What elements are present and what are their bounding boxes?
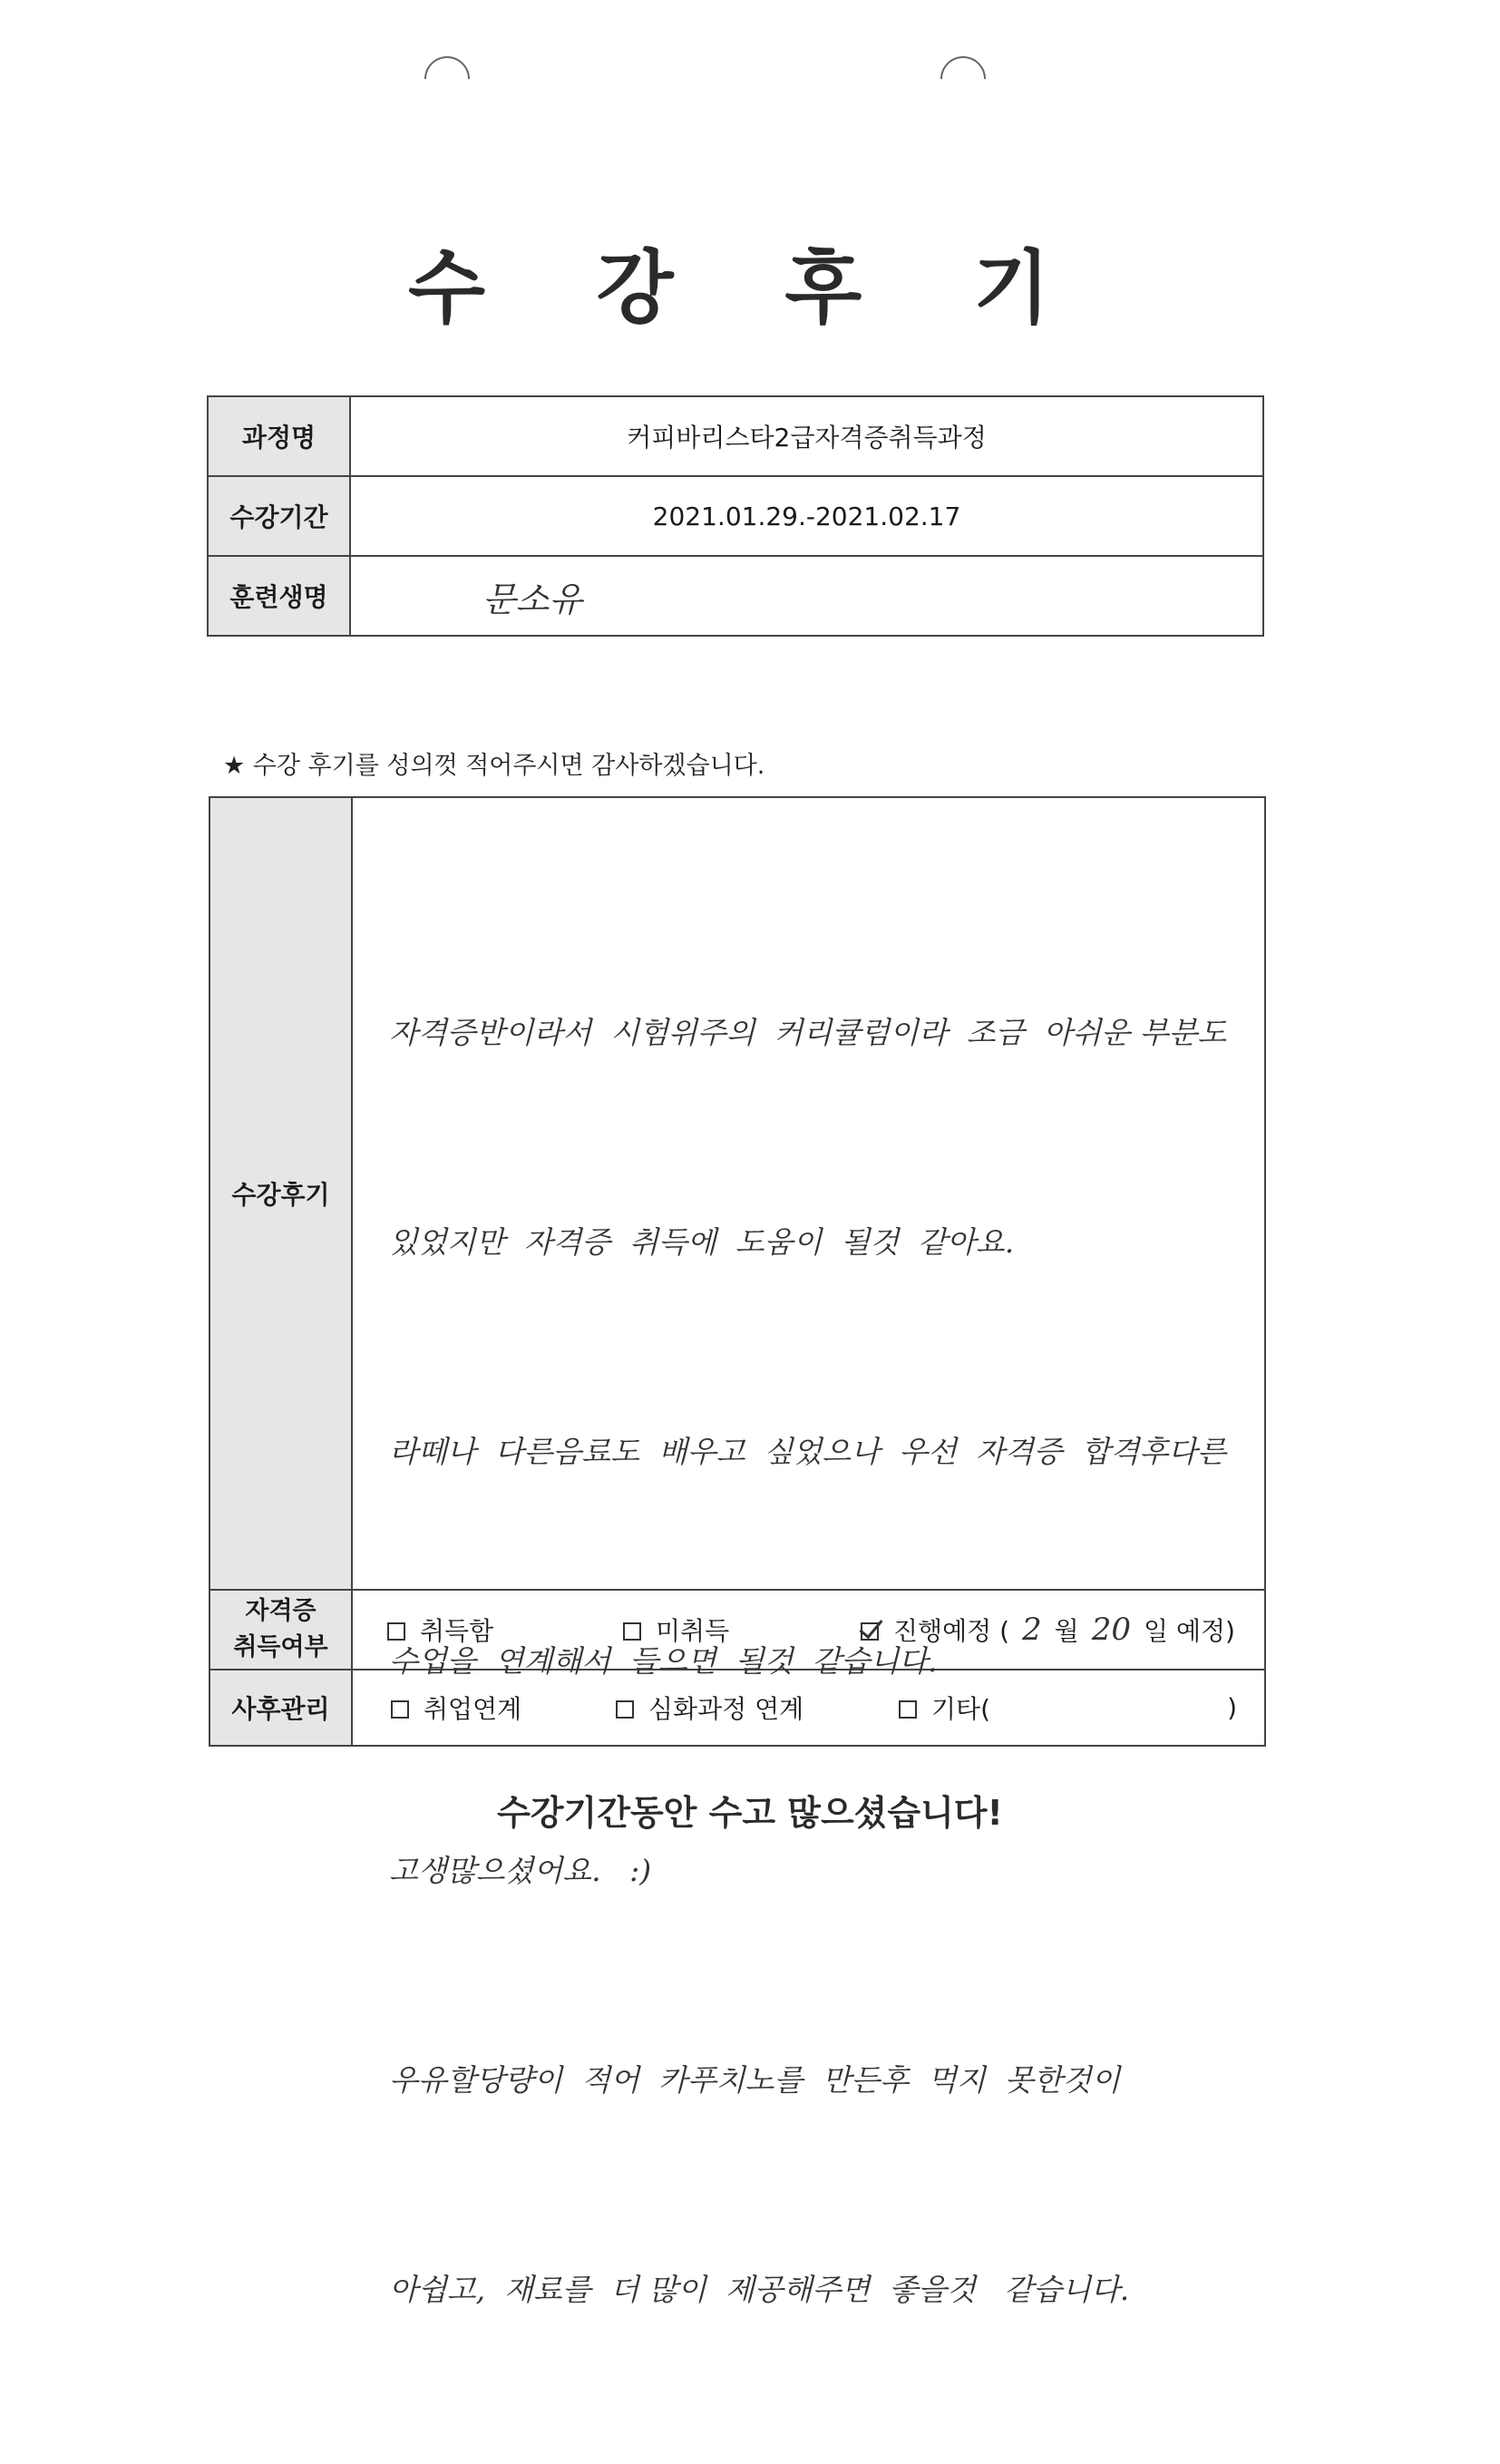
certificate-row [209, 1590, 1265, 1670]
review-line: 고생많으셨어요. :) [389, 1853, 652, 1888]
checkbox-acquired[interactable] [387, 1622, 405, 1641]
period-row [208, 476, 1263, 556]
certificate-label-line2: 취득여부 [233, 1633, 328, 1661]
trainee-name-handwritten: 문소유 [350, 556, 1263, 636]
option-planned-label: 진행예정 ( [893, 1616, 1010, 1646]
option-not-acquired-label: 미취득 [656, 1616, 730, 1646]
option-planned[interactable] [861, 1612, 1235, 1648]
planned-day-handwritten: 20 [1091, 1612, 1131, 1648]
period-value: 2021.01.29.-2021.02.17 [350, 476, 1263, 556]
certificate-options [352, 1590, 1265, 1670]
course-label: 과정명 [208, 396, 350, 476]
checkbox-advanced[interactable] [616, 1700, 634, 1719]
review-line: 우유할당량이 적어 카푸치노를 만든후 먹지 못한것이 [389, 2062, 1121, 2098]
review-line: 수업을 연계해서 들으면 될것 같습니다. [389, 1643, 938, 1679]
planned-month-handwritten: 2 [1022, 1612, 1042, 1648]
course-value: 커피바리스타2급자격증취득과정 [350, 396, 1263, 476]
option-other-label: 기타( [931, 1694, 991, 1724]
option-job[interactable] [391, 1690, 521, 1726]
checkbox-other[interactable] [899, 1700, 917, 1719]
closing-message: 수강기간동안 수고 많으셨습니다! [497, 1793, 1003, 1833]
trainee-row [208, 556, 1263, 636]
checkbox-job[interactable] [391, 1700, 409, 1719]
option-acquired-label: 취득함 [420, 1616, 494, 1646]
review-line: 있었지만 자격증 취득에 도움이 될것 같아요. [389, 1224, 1015, 1260]
option-acquired[interactable] [387, 1612, 493, 1648]
day-suffix: 일 예정) [1144, 1616, 1235, 1646]
certificate-label [209, 1590, 352, 1670]
trainee-label: 훈련생명 [208, 556, 350, 636]
punch-hole-right [931, 47, 996, 112]
option-job-label: 취업연계 [424, 1694, 522, 1724]
option-advanced-label: 심화과정 연계 [648, 1694, 804, 1724]
month-suffix: 월 [1054, 1616, 1079, 1646]
option-other-close: ) [1227, 1692, 1237, 1723]
period-label: 수강기간 [208, 476, 350, 556]
aftercare-row [209, 1670, 1265, 1746]
checkbox-not-acquired[interactable] [623, 1622, 641, 1641]
review-line: 자격증반이라서 시험위주의 커리큘럼이라 조금 아쉬운 부분도 [389, 1015, 1227, 1050]
review-line: 아쉽고, 재료를 더 많이 제공해주면 좋을것 같습니다. [389, 2272, 1130, 2307]
checkbox-planned-checked[interactable] [861, 1622, 879, 1641]
option-other[interactable] [899, 1690, 990, 1726]
course-info-table [207, 395, 1264, 637]
review-row [209, 797, 1265, 1590]
course-row [208, 396, 1263, 476]
option-not-acquired[interactable] [623, 1612, 729, 1648]
aftercare-options [352, 1670, 1265, 1746]
aftercare-label: 사후관리 [209, 1670, 352, 1746]
punch-hole-left [415, 47, 480, 112]
review-line: 라떼나 다른음료도 배우고 싶었으나 우선 자격증 합격후다른 [389, 1434, 1226, 1469]
page-title: 수 강 후 기 [408, 241, 1092, 335]
instruction-note: ★ 수강 후기를 성의껏 적어주시면 감사하겠습니다. [223, 752, 765, 780]
review-label: 수강후기 [209, 797, 352, 1590]
option-advanced[interactable] [616, 1690, 804, 1726]
certificate-label-line1: 자격증 [245, 1597, 317, 1625]
